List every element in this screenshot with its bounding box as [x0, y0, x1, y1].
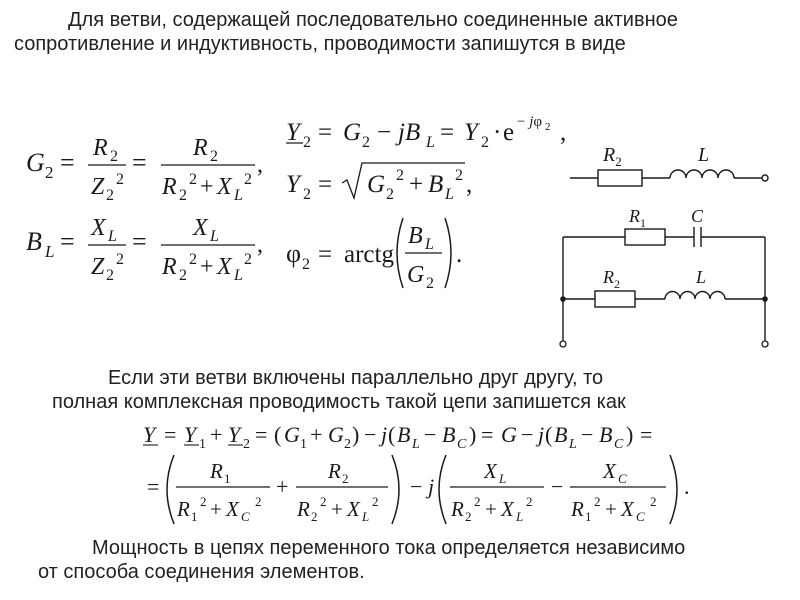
svg-text:2: 2	[179, 187, 187, 204]
svg-text:−: −	[424, 422, 437, 447]
resistor-r1-symbol	[625, 229, 665, 245]
conclusion-line-2: от способа соединения элементов.	[38, 561, 365, 583]
svg-text:.: .	[684, 474, 690, 499]
intro-line-1: Для ветви, содержащей последовательно соединенные активное	[68, 9, 678, 31]
svg-text:=: =	[147, 474, 160, 499]
svg-text:j: j	[428, 474, 435, 499]
svg-text:Y: Y	[143, 422, 156, 447]
svg-text:X: X	[91, 215, 106, 241]
svg-text:+: +	[331, 497, 343, 521]
label-r1: $R_1$	[629, 206, 646, 230]
svg-text:2: 2	[465, 509, 472, 524]
terminal-left	[560, 341, 566, 347]
svg-text:+: +	[210, 497, 222, 521]
svg-text:L: L	[234, 267, 243, 284]
svg-text:=: =	[318, 241, 333, 268]
svg-text:j: j	[538, 422, 545, 447]
svg-text:2: 2	[106, 267, 114, 284]
formula-total-line-1	[143, 422, 652, 452]
svg-text:Z: Z	[91, 174, 105, 200]
svg-text:(: (	[388, 422, 396, 447]
svg-text:G: G	[26, 148, 45, 177]
svg-text:,: ,	[257, 152, 263, 178]
svg-text:Y: Y	[286, 171, 300, 198]
svg-text:2: 2	[179, 267, 187, 284]
svg-text:2: 2	[362, 134, 370, 151]
svg-text:1: 1	[224, 471, 231, 486]
svg-text:2: 2	[311, 509, 318, 524]
svg-text:1: 1	[585, 509, 592, 524]
svg-text:2: 2	[545, 121, 551, 133]
svg-text:2: 2	[481, 134, 489, 151]
inductor-l-parallel-symbol	[665, 292, 725, 300]
svg-text:B: B	[26, 227, 42, 256]
formula-y2-complex	[286, 114, 566, 151]
svg-text:−: −	[581, 422, 594, 447]
svg-text:1: 1	[199, 437, 206, 452]
formula-bl	[26, 215, 263, 284]
svg-text:,: ,	[466, 171, 473, 198]
svg-text:R: R	[210, 459, 223, 483]
svg-text:2: 2	[243, 437, 250, 452]
inductor-l-symbol	[670, 170, 734, 178]
intro-line-2: сопротивление и индуктивность, проводимости запишутся в виде	[14, 33, 626, 55]
svg-text:X: X	[484, 459, 497, 483]
formula-total-line-2	[147, 455, 690, 524]
svg-text:L: L	[569, 437, 577, 452]
label-l-parallel: L	[696, 267, 707, 287]
svg-text:C: C	[636, 509, 645, 524]
svg-text:=: =	[60, 227, 75, 256]
svg-text:+: +	[276, 474, 289, 499]
svg-text:C: C	[457, 437, 467, 452]
middle-line-1: Если эти ветви включены параллельно друг другу, то	[108, 367, 604, 389]
svg-text:2: 2	[189, 171, 197, 188]
svg-text:C: C	[614, 437, 624, 452]
svg-text:B: B	[554, 422, 568, 447]
svg-text:Y: Y	[286, 119, 300, 146]
svg-text:−: −	[521, 422, 534, 447]
svg-text:X: X	[217, 254, 232, 280]
svg-text:G: G	[501, 422, 517, 447]
svg-text:+: +	[485, 497, 497, 521]
svg-text:L: L	[45, 242, 55, 261]
svg-text:L: L	[426, 134, 435, 151]
svg-text:): )	[469, 422, 477, 447]
svg-text:X: X	[193, 215, 208, 241]
svg-text:Y: Y	[184, 422, 197, 447]
svg-text:B: B	[408, 223, 423, 249]
svg-text:−: −	[377, 119, 392, 146]
svg-text:(: (	[274, 422, 282, 447]
svg-text:−: −	[364, 422, 377, 447]
svg-text:=: =	[481, 422, 494, 447]
svg-text:=: =	[60, 148, 75, 177]
svg-text:2: 2	[650, 494, 657, 509]
svg-text:·: ·	[493, 119, 502, 146]
svg-text:G: G	[328, 422, 344, 447]
svg-text:=: =	[440, 119, 455, 146]
svg-text:+: +	[310, 422, 323, 447]
svg-text:(: (	[545, 422, 553, 447]
label-r2-top: $R_2$	[603, 144, 622, 169]
node-right	[762, 296, 768, 302]
svg-text:φ: φ	[286, 239, 302, 268]
svg-text:G: G	[407, 262, 425, 288]
svg-text:R: R	[93, 135, 108, 161]
svg-text:arctg: arctg	[344, 241, 394, 268]
svg-text:.: .	[456, 241, 463, 268]
svg-text:+: +	[200, 254, 214, 280]
svg-text:2: 2	[244, 171, 252, 188]
svg-text:B: B	[599, 422, 613, 447]
svg-text:B: B	[428, 171, 444, 198]
svg-text:2: 2	[189, 251, 197, 268]
svg-text:L: L	[425, 236, 434, 253]
svg-text:Y: Y	[464, 119, 478, 146]
svg-text:j: j	[381, 422, 388, 447]
formula-g2	[26, 135, 263, 204]
svg-text:2: 2	[455, 167, 463, 184]
svg-text:G: G	[343, 119, 362, 146]
svg-text:=: =	[255, 422, 268, 447]
conclusion-line-1: Мощность в цепях переменного тока определяется независимо	[92, 537, 686, 559]
svg-text:2: 2	[106, 187, 114, 204]
svg-text:2: 2	[396, 167, 404, 184]
svg-text:2: 2	[302, 256, 310, 273]
svg-text:C: C	[618, 471, 627, 486]
svg-text:X: X	[621, 497, 634, 521]
svg-text:=: =	[164, 422, 177, 447]
svg-text:=: =	[318, 171, 333, 198]
svg-text:1: 1	[300, 437, 307, 452]
svg-text:R: R	[193, 135, 208, 161]
formula-phi2	[286, 218, 462, 292]
svg-text:R: R	[162, 174, 177, 200]
formula-y2-magnitude	[286, 163, 472, 203]
svg-text:Y: Y	[228, 422, 241, 447]
svg-text:=: =	[132, 148, 147, 177]
svg-text:2: 2	[45, 163, 54, 182]
svg-text:2: 2	[526, 494, 533, 509]
middle-line-2: полная комплексная проводимость такой цепи запишется как	[52, 391, 626, 413]
circuit-parallel	[563, 227, 765, 341]
svg-text:2: 2	[426, 275, 434, 292]
svg-text:): )	[352, 422, 360, 447]
svg-text:2: 2	[372, 494, 379, 509]
terminal-right	[762, 341, 768, 347]
label-r2-parallel: $R_2$	[603, 267, 620, 291]
svg-text:X: X	[603, 459, 616, 483]
svg-text:R: R	[571, 497, 584, 521]
svg-text:−: −	[410, 474, 423, 499]
svg-text:e: e	[503, 119, 515, 146]
svg-text:2: 2	[110, 148, 118, 165]
resistor-r2-symbol	[598, 170, 642, 186]
svg-text:L: L	[516, 509, 524, 524]
svg-text:2: 2	[200, 494, 207, 509]
label-c: C	[691, 206, 704, 226]
svg-text:2: 2	[303, 186, 311, 203]
svg-text:R: R	[451, 497, 464, 521]
svg-text:+: +	[409, 171, 424, 198]
svg-text:R: R	[328, 459, 341, 483]
svg-text:=: =	[132, 227, 147, 256]
node-left	[560, 296, 566, 302]
circuit-series-rl	[570, 170, 768, 186]
label-l-top: L	[698, 144, 710, 166]
svg-text:L: L	[499, 471, 507, 486]
svg-text:B: B	[442, 422, 456, 447]
svg-text:X: X	[501, 497, 514, 521]
svg-text:2: 2	[344, 437, 351, 452]
svg-text:− jφ: − jφ	[517, 114, 543, 130]
svg-text:2: 2	[255, 494, 262, 509]
svg-text:2: 2	[303, 134, 311, 151]
svg-text:,: ,	[560, 119, 567, 146]
svg-text:B: B	[397, 422, 411, 447]
svg-text:C: C	[241, 509, 250, 524]
svg-text:=: =	[318, 119, 333, 146]
svg-text:L: L	[362, 509, 370, 524]
svg-text:2: 2	[474, 494, 481, 509]
svg-text:jB: jB	[398, 119, 421, 146]
svg-text:1: 1	[191, 509, 198, 524]
svg-text:Z: Z	[91, 254, 105, 280]
svg-text:2: 2	[210, 148, 218, 165]
svg-text:G: G	[367, 171, 386, 198]
svg-text:X: X	[217, 174, 232, 200]
svg-text:L: L	[445, 186, 454, 203]
svg-text:2: 2	[116, 251, 124, 268]
svg-text:−: −	[551, 474, 564, 499]
svg-text:,: ,	[257, 232, 263, 258]
svg-text:=: =	[640, 422, 653, 447]
svg-text:2: 2	[386, 186, 394, 203]
svg-text:X: X	[226, 497, 239, 521]
svg-text:R: R	[297, 497, 310, 521]
svg-text:R: R	[177, 497, 190, 521]
svg-text:L: L	[108, 228, 117, 245]
svg-text:G: G	[284, 422, 300, 447]
resistor-r2-parallel-symbol	[595, 291, 635, 307]
svg-text:2: 2	[594, 494, 601, 509]
svg-text:L: L	[412, 437, 420, 452]
svg-text:+: +	[210, 422, 223, 447]
svg-text:X: X	[347, 497, 360, 521]
svg-text:2: 2	[320, 494, 327, 509]
svg-text:2: 2	[116, 171, 124, 188]
svg-text:+: +	[605, 497, 617, 521]
svg-text:+: +	[200, 174, 214, 200]
svg-text:L: L	[210, 228, 219, 245]
svg-text:2: 2	[244, 251, 252, 268]
svg-text:2: 2	[342, 471, 349, 486]
svg-text:): )	[626, 422, 634, 447]
svg-text:R: R	[162, 254, 177, 280]
svg-text:L: L	[234, 187, 243, 204]
